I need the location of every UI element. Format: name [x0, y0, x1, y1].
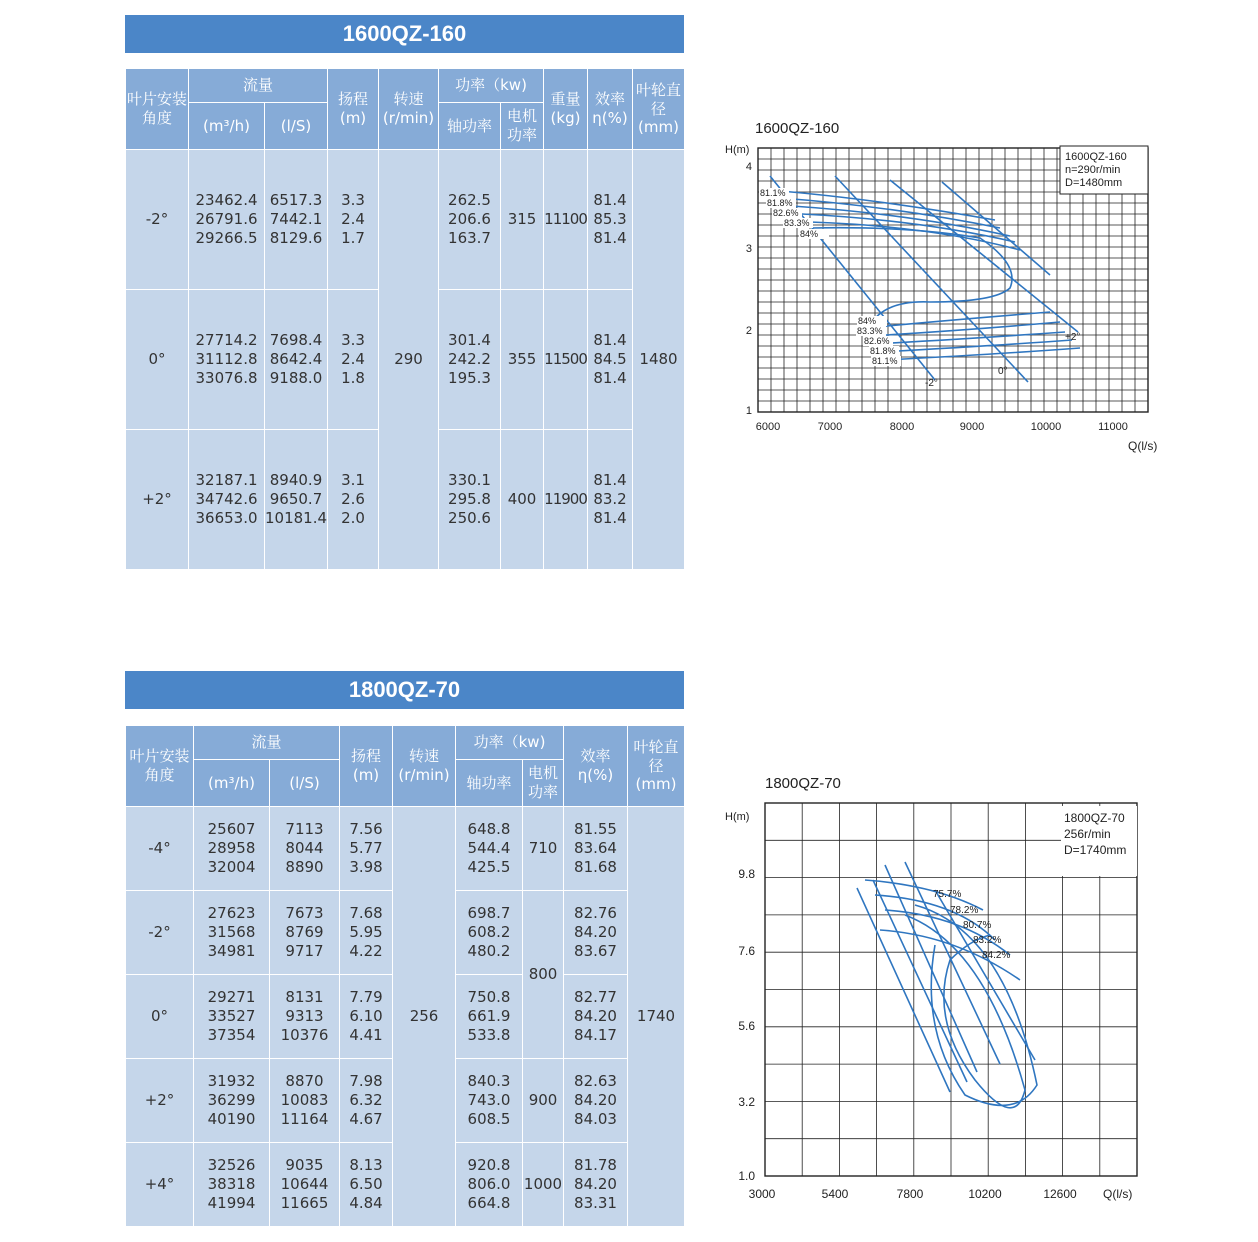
y-tick-label: 3	[745, 243, 752, 255]
svg-text:D=1740mm: D=1740mm	[1064, 843, 1127, 857]
col-speed: 转速 (r/min)	[393, 726, 456, 807]
table-row: -4° 25607 28958 32004 7113 8044 8890 7.56 5.77 3.98 256 648.8 544.4 425.5 710 81.55 83.64 81.68 1740	[126, 807, 685, 891]
table2-title: 1800QZ-70	[125, 671, 684, 709]
angle-curve-label: -2°	[925, 378, 938, 389]
eff-label: 83.2%	[973, 935, 1002, 946]
y-tick-label: 7.6	[738, 944, 755, 958]
col-angle: 叶片安装角度	[126, 69, 189, 150]
col-impeller: 叶轮直径 (mm)	[628, 726, 685, 807]
angle-cell: -4°	[126, 807, 194, 891]
y-tick-label: 1	[745, 405, 752, 417]
chart2-title: 1800QZ-70	[765, 775, 841, 792]
chart2-legend	[1061, 806, 1137, 876]
chart1-xlabel: Q(l/s)	[1128, 439, 1158, 453]
eff-label: 84%	[800, 229, 819, 239]
table-row: 0° 29271 33527 37354 8131 9313 10376 7.79 6.10 4.41 750.8 661.9 533.8 82.77 84.20 84.17	[126, 975, 685, 1059]
impeller-cell: 1480	[633, 150, 685, 570]
chart1-legend	[1060, 146, 1148, 194]
col-shaft-power: 轴功率	[456, 760, 523, 807]
col-flow-m3h: (m³/h)	[189, 103, 265, 150]
table-row: -2° 23462.4 26791.6 29266.5 6517.3 7442.1 8129.6 3.3 2.4 1.7 290 262.5 206.6 163.7 315 11100 81.4 85.3 81.4 1480	[126, 150, 685, 290]
angle-cell: +2°	[126, 430, 189, 570]
table-row: -2° 27623 31568 34981 7673 8769 9717 7.68 5.95 4.22 698.7 608.2 480.2 800 82.76 84.20 83.67	[126, 891, 685, 975]
y-tick-label: 5.6	[738, 1019, 755, 1033]
chart1-title: 1600QZ-160	[755, 120, 840, 137]
y-tick-label: 9.8	[738, 867, 755, 881]
col-power: 功率（kw)	[439, 69, 544, 103]
col-eff: 效率 η(%)	[564, 726, 628, 807]
x-tick-label: 11000	[1098, 421, 1128, 433]
angle-cell: -2°	[126, 150, 189, 290]
chart2-ylabel: H(m)	[725, 811, 750, 823]
table-row: +2° 32187.1 34742.6 36653.0 8940.9 9650.7 10181.4 3.1 2.6 2.0 330.1 295.8 250.6 400 11900 81.4 83.2 81.4	[126, 430, 685, 570]
eff-label: 84%	[858, 316, 877, 326]
eff-label: 81.1%	[760, 188, 786, 198]
chart-1600qz-160	[710, 110, 1190, 460]
eff-label: 83.3%	[857, 326, 883, 336]
eff-label: 80.7%	[963, 920, 992, 931]
table1-title: 1600QZ-160	[125, 15, 684, 53]
col-impeller: 叶轮直径 (mm)	[633, 69, 685, 150]
angle-curve-label: 0°	[998, 366, 1008, 377]
col-motor-power: 电机功率	[523, 760, 564, 807]
y-tick-label: 2	[745, 325, 752, 337]
x-tick-label: 10000	[1030, 421, 1062, 433]
x-tick-label: 7800	[896, 1187, 924, 1201]
svg-text:1600QZ-160: 1600QZ-160	[1065, 151, 1127, 163]
col-shaft-power: 轴功率	[439, 103, 501, 150]
table2	[125, 725, 685, 1227]
col-angle: 叶片安装角度	[126, 726, 194, 807]
angle-cell: -2°	[126, 891, 194, 975]
table1	[125, 68, 685, 570]
y-tick-label: 3.2	[738, 1095, 755, 1109]
col-flow-ls: (l/S)	[265, 103, 328, 150]
speed-cell: 256	[393, 807, 456, 1227]
angle-curve-label: +2°	[1065, 332, 1081, 343]
x-tick-label: 9000	[959, 421, 985, 433]
angle-cell: +4°	[126, 1143, 194, 1227]
x-tick-label: 12600	[1043, 1187, 1077, 1201]
eff-label: 81.8%	[767, 198, 793, 208]
eff-label: 82.6%	[773, 208, 799, 218]
chart1-ylabel: H(m)	[725, 144, 750, 156]
col-flow: 流量	[194, 726, 340, 760]
eff-label: 75.7%	[933, 889, 962, 900]
chart-1800qz-70	[715, 770, 1165, 1220]
x-tick-label: 10200	[968, 1187, 1002, 1201]
eff-label: 82.6%	[864, 336, 890, 346]
col-weight: 重量 (kg)	[544, 69, 588, 150]
svg-text:256r/min: 256r/min	[1064, 827, 1111, 841]
svg-text:n=290r/min: n=290r/min	[1065, 164, 1121, 176]
col-power: 功率（kw)	[456, 726, 564, 760]
x-tick-label: 8000	[889, 421, 915, 433]
col-head: 扬程 (m)	[340, 726, 393, 807]
speed-cell: 290	[379, 150, 439, 570]
svg-text:D=1480mm: D=1480mm	[1065, 177, 1123, 189]
x-tick-label: 3000	[748, 1187, 776, 1201]
eff-label: 78.2%	[950, 905, 979, 916]
x-tick-label: 7000	[817, 421, 843, 433]
col-flow-m3h: (m³/h)	[194, 760, 270, 807]
table-row: +2° 31932 36299 40190 8870 10083 11164 7.98 6.32 4.67 840.3 743.0 608.5 900 82.63 84.20 84.03	[126, 1059, 685, 1143]
col-motor-power: 电机功率	[501, 103, 544, 150]
svg-text:1800QZ-70: 1800QZ-70	[1064, 811, 1125, 825]
table-row: 0° 27714.2 31112.8 33076.8 7698.4 8642.4 9188.0 3.3 2.4 1.8 301.4 242.2 195.3 355 11500 81.4 84.5 81.4	[126, 290, 685, 430]
eff-label: 81.8%	[870, 346, 896, 356]
chart2-xlabel: Q(l/s)	[1103, 1187, 1133, 1201]
x-tick-label: 6000	[755, 421, 781, 433]
eff-label: 84.2%	[982, 950, 1011, 961]
angle-cell: 0°	[126, 975, 194, 1059]
y-tick-label: 4	[745, 161, 752, 173]
y-tick-label: 1.0	[738, 1169, 755, 1183]
angle-cell: +2°	[126, 1059, 194, 1143]
col-head: 扬程 (m)	[328, 69, 379, 150]
eff-label: 83.3%	[784, 218, 810, 228]
col-flow: 流量	[189, 69, 328, 103]
angle-cell: 0°	[126, 290, 189, 430]
table-row: +4° 32526 38318 41994 9035 10644 11665 8.13 6.50 4.84 920.8 806.0 664.8 1000 81.78 84.20 83.31	[126, 1143, 685, 1227]
x-tick-label: 5400	[821, 1187, 849, 1201]
col-eff: 效率 η(%)	[588, 69, 633, 150]
eff-label: 81.1%	[872, 356, 898, 366]
col-flow-ls: (l/S)	[270, 760, 340, 807]
col-speed: 转速 (r/min)	[379, 69, 439, 150]
impeller-cell: 1740	[628, 807, 685, 1227]
